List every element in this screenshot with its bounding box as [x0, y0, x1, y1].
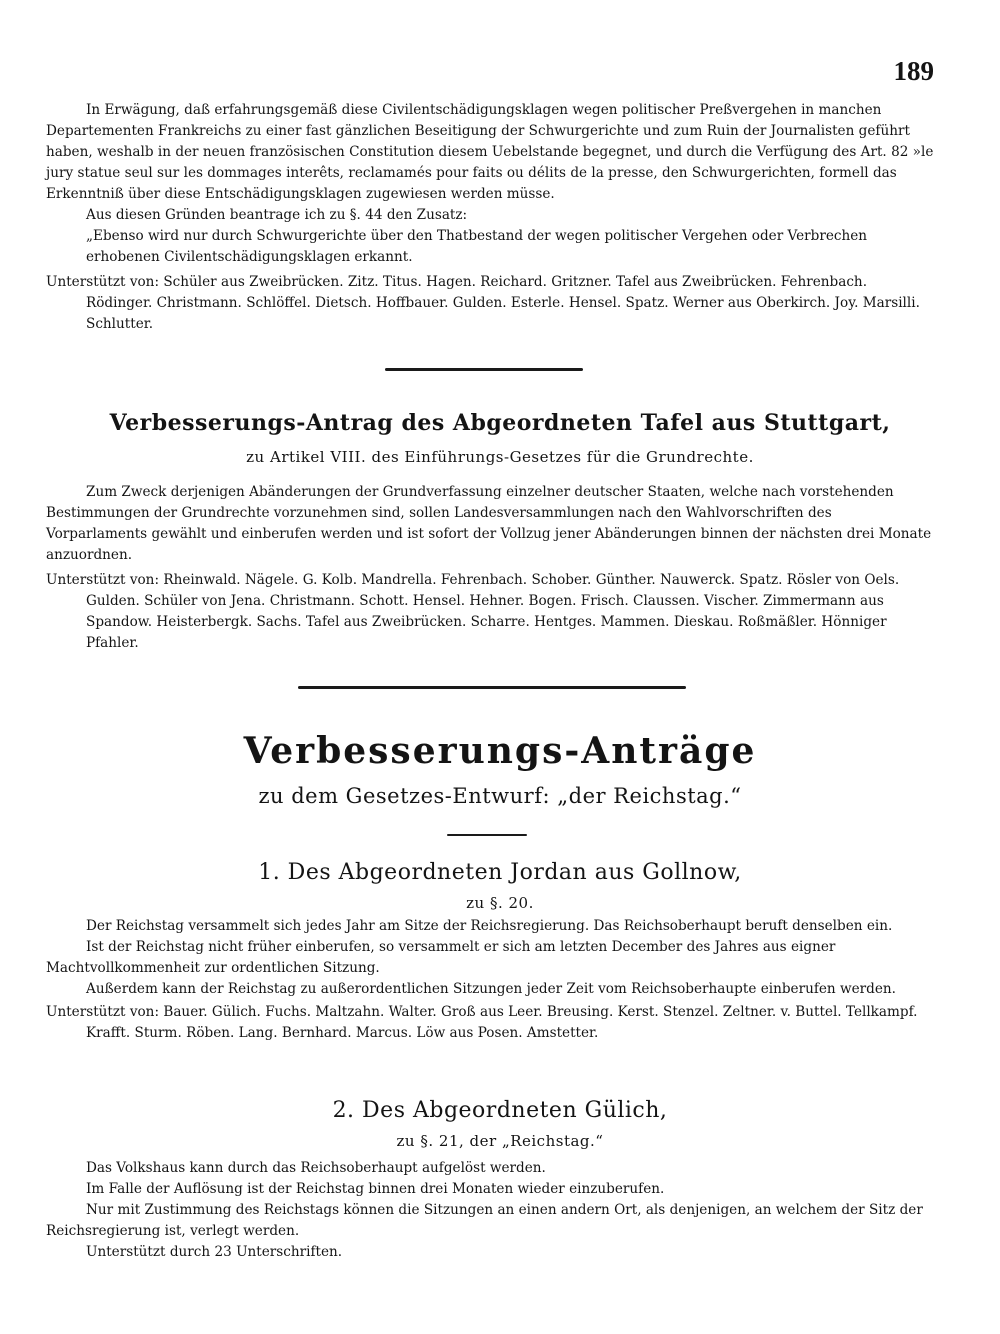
paragraph: Das Volkshaus kann durch das Reichsoberhaupt aufgelöst werden. [86, 1160, 546, 1176]
paragraph: Im Falle der Auflösung ist der Reichstag binnen drei Monaten wieder einzuberufen. [86, 1181, 665, 1197]
page-number: 189 [893, 56, 934, 86]
section-jury-amendment [46, 100, 936, 335]
item-title: 1. Des Abgeordneten Jordan aus Gollnow, [258, 860, 742, 885]
item-ref: zu §. 21, der „Reichstag.“ [396, 1132, 604, 1150]
supporters-list: Unterstützt von: Schüler aus Zweibrücken. Zitz. Titus. Hagen. Reichard. Gritzner. Tafel aus Zweibrücken. Fehrenbach. Rödinger. Christmann. Schlöffel. Dietsch. Hoffbauer. Gulden. Esterle. Hensel. Spatz. Werner aus Oberkirch. Joy. Marsilli. Schlutter. [46, 274, 920, 332]
paragraph: Zum Zweck derjenigen Abänderungen der Grundverfassung einzelner deutscher Staaten, welche nach vorstehenden Bestimmungen der Grundrechte vorzunehmen sind, sollen Landesversammlungen nach den Wahlvorschriften des Vorparlaments gewählt und einberufen werden und ist sofort der Vollzug jener Abänderungen binnen der nächsten drei Monate anzuordnen. [46, 484, 932, 563]
quote: „Ebenso wird nur durch Schwurgerichte über den Thatbestand der wegen politischer Vergehen oder Verbrechen erhobenen Civilentschädigungsklagen erkannt. [86, 228, 868, 265]
proposal-intro: Aus diesen Gründen beantrage ich zu §. 44 den Zusatz: [86, 207, 468, 223]
paragraph: In Erwägung, daß erfahrungsgemäß diese Civilentschädigungsklagen wegen politischer Preßvergehen in manchen Departementen Frankreichs zu einer fast gänzlichen Beseitigung der Schwurgerichte und zum Ruin der Journalisten geführt haben, weshalb in der neuen französischen Constitution diesem Uebelstande begegnet, und durch die Verfügung des Art. 82 »le jury statue seul sur les dommages interêts, reclamamés pour faits ou délits de la presse, den Schwurgerichten, formell das Erkenntniß über diese Entschädigungsklagen zugewiesen werden müsse. [46, 102, 934, 202]
main-heading: Verbesserungs-Anträge [243, 730, 757, 772]
heading-divider [447, 834, 527, 836]
supporters-list: Unterstützt durch 23 Unterschriften. [86, 1244, 343, 1260]
supporters-list: Unterstützt von: Rheinwald. Nägele. G. Kolb. Mandrella. Fehrenbach. Schober. Günther. Nauwerck. Spatz. Rösler von Oels. Gulden. Schüler von Jena. Christmann. Schott. Hensel. Hehner. Bogen. Frisch. Claussen. Vischer. Zimmermann aus Spandow. Heisterbergk. Sachs. Tafel aus Zweibrücken. Scharre. Hentges. Mammen. Dieskau. Roßmäßler. Hönniger Pfahler. [46, 572, 900, 651]
paragraph: Der Reichstag versammelt sich jedes Jahr am Sitze der Reichsregierung. Das Reichsoberhaupt beruft denselben ein. [86, 918, 893, 934]
section-divider [298, 686, 686, 689]
paragraph: Ist der Reichstag nicht früher einberufen, so versammelt er sich am letzten December des Jahres aus eigner Machtvollkommenheit zur ordentlichen Sitzung. [46, 939, 836, 976]
section-divider [385, 368, 583, 371]
item-title: 2. Des Abgeordneten Gülich, [332, 1098, 668, 1123]
main-subheading: zu dem Gesetzes-Entwurf: „der Reichstag.“ [258, 784, 742, 808]
section-title: Verbesserungs-Antrag des Abgeordneten Tafel aus Stuttgart, [109, 410, 891, 436]
paragraph: Nur mit Zustimmung des Reichstags können die Sitzungen an einen andern Ort, als denjenigen, an welchem der Sitz der Reichsregierung ist, verlegt werden. [46, 1202, 923, 1239]
section-subtitle: zu Artikel VIII. des Einführungs-Gesetzes für die Grundrechte. [246, 448, 754, 466]
item-ref: zu §. 20. [466, 894, 534, 912]
item-guelich [46, 1158, 936, 1263]
item-jordan [46, 916, 936, 1044]
section-tafel-amendment [46, 482, 936, 654]
paragraph: Außerdem kann der Reichstag zu außerordentlichen Sitzungen jeder Zeit vom Reichsoberhaupte einberufen werden. [86, 981, 896, 997]
supporters-list: Unterstützt von: Bauer. Gülich. Fuchs. Maltzahn. Walter. Groß aus Leer. Breusing. Kerst. Stenzel. Zeltner. v. Buttel. Tellkampf. Krafft. Sturm. Röben. Lang. Bernhard. Marcus. Löw aus Posen. Amstetter. [46, 1004, 918, 1041]
